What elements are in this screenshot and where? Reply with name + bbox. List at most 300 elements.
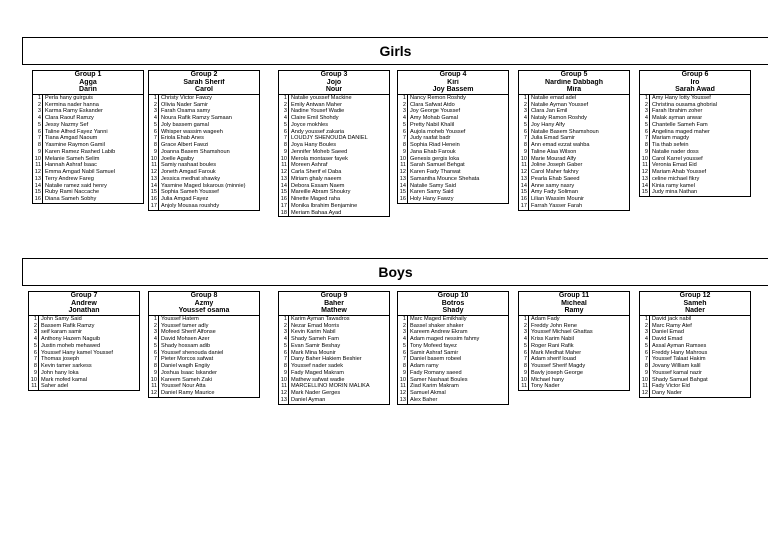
member-name: John Samy Said (41, 315, 82, 322)
member-row (149, 95, 259, 102)
member-number: 6 (640, 350, 650, 357)
member-row (640, 142, 750, 149)
member-number: 1 (279, 316, 289, 323)
member-list (278, 95, 390, 218)
member-number: 8 (149, 363, 159, 370)
member-number: 4 (279, 336, 289, 343)
group-name: Group 12 (679, 292, 711, 299)
member-number: 13 (280, 175, 287, 182)
member-row (29, 323, 139, 330)
member-name: Natalie emad adel (531, 94, 577, 101)
member-list (28, 316, 140, 391)
member-number: 3 (33, 108, 43, 115)
member-number: 12 (520, 169, 527, 176)
member-number: 11 (279, 383, 289, 390)
member-row (29, 363, 139, 370)
member-name: Holy Hany Fawzy (410, 196, 454, 203)
group-table (639, 291, 751, 398)
member-row (279, 383, 389, 390)
member-number: 12 (34, 169, 41, 176)
member-name: Yasmine Raymon Gamil (45, 142, 105, 149)
member-number: 10 (30, 376, 37, 383)
member-number: 2 (398, 102, 408, 109)
member-row (640, 323, 750, 330)
member-number: 9 (640, 149, 650, 156)
group-header (639, 70, 751, 95)
group-header (32, 70, 144, 95)
member-name: Julia Amgad Fayez (161, 196, 209, 203)
member-row (640, 390, 750, 397)
group-name: Group 5 (560, 71, 588, 78)
member-number: 4 (29, 336, 39, 343)
member-row (640, 189, 750, 196)
member-row (279, 210, 389, 217)
member-name: Karen Samy Said (410, 189, 454, 196)
member-name: Youssef Michael Ghattas (531, 329, 593, 336)
member-name: Joyce mokhles (291, 121, 328, 128)
member-list (32, 95, 144, 204)
member-name: Joelle Agaiby (161, 155, 194, 162)
member-row (33, 196, 143, 203)
member-row (398, 129, 508, 136)
member-row (33, 122, 143, 129)
member-row (519, 383, 629, 390)
member-row (640, 356, 750, 363)
member-number: 11 (519, 162, 529, 169)
member-number: 17 (150, 202, 157, 209)
member-name: Mofeed Sherif Alfonse (161, 329, 216, 336)
member-number: 11 (279, 162, 289, 169)
member-row (398, 316, 508, 323)
member-name: Daniel Ayman (291, 396, 326, 403)
member-number: 11 (519, 383, 529, 390)
member-row (398, 370, 508, 377)
member-name: Karen Fady Tharwat (410, 169, 461, 176)
member-number: 6 (33, 129, 43, 136)
member-name: Adam maged nessim fahmy (410, 336, 480, 343)
member-name: Jessy Nazmy Sef (45, 121, 89, 128)
member-list (397, 95, 509, 204)
member-name: Mark mofed kamal (41, 376, 88, 383)
member-number: 13 (34, 175, 41, 182)
member-row (149, 156, 259, 163)
member-name: Evan Samir Beshay (291, 342, 341, 349)
member-row (33, 183, 143, 190)
group-leader: Sarah Sherif (183, 78, 225, 86)
member-row (519, 356, 629, 363)
member-row (279, 397, 389, 404)
member-row (519, 196, 629, 203)
member-row (519, 363, 629, 370)
member-number: 1 (519, 95, 529, 102)
member-name: celine michael fikry (652, 175, 700, 182)
member-number: 8 (398, 142, 408, 149)
member-row (279, 169, 389, 176)
member-number: 5 (640, 122, 650, 129)
group-leader: Ramy (564, 307, 584, 315)
member-row (29, 343, 139, 350)
member-row (33, 169, 143, 176)
member-name: Carol Maher fakhry (531, 169, 579, 176)
member-row (519, 135, 629, 142)
group-leader: Youssef osama (178, 307, 230, 315)
member-name: Ninette Maged raha (291, 196, 341, 203)
member-name: Grace Albert Fawzi (161, 142, 209, 149)
member-name: Tony Nader (531, 383, 560, 390)
member-name: Samir Ashraf Samir (410, 349, 459, 356)
member-number: 6 (398, 350, 408, 357)
member-name: Nancy Remon Roshdy (410, 94, 466, 101)
member-row (519, 102, 629, 109)
member-number: 2 (519, 102, 529, 109)
member-name: Mark Mina Mounir (291, 349, 336, 356)
member-number: 7 (640, 135, 650, 142)
member-row (279, 356, 389, 363)
member-name: Shady hossam adib (161, 342, 211, 349)
member-number: 2 (640, 102, 650, 109)
member-row (519, 122, 629, 129)
group-header (278, 291, 390, 316)
member-name: Dany Nader (652, 390, 682, 397)
member-name: Kinia ramy kamel (652, 182, 695, 189)
member-number: 8 (149, 142, 159, 149)
member-number: 3 (279, 329, 289, 336)
member-number: 15 (34, 189, 41, 196)
member-name: Saher adel (41, 383, 69, 390)
member-number: 5 (149, 343, 159, 350)
member-name: Anne samy nasry (531, 182, 575, 189)
member-number: 2 (640, 323, 650, 330)
group-header (397, 291, 509, 316)
member-name: Anthony Hazem Naguib (41, 336, 101, 343)
member-name: Assal Ayman Ramses (652, 342, 707, 349)
member-row (398, 390, 508, 397)
member-name: Emily Antwan Maher (291, 101, 342, 108)
member-row (33, 162, 143, 169)
member-name: Tiana Amgad Naoum (45, 135, 98, 142)
member-number: 14 (280, 182, 287, 189)
member-name: Daniel Ramy Maurice (161, 390, 215, 397)
member-name: Samantha Mounce Shehata (410, 175, 480, 182)
member-row (279, 323, 389, 330)
member-list (639, 316, 751, 398)
member-row (640, 316, 750, 323)
member-name: Diana Sameh Sobhy (45, 196, 97, 203)
member-number: 10 (34, 155, 41, 162)
member-number: 9 (33, 149, 43, 156)
member-row (29, 336, 139, 343)
group-header (28, 291, 140, 316)
member-number: 9 (279, 149, 289, 156)
member-row (519, 142, 629, 149)
group-leader: Joy Bassem (432, 86, 474, 94)
member-row (279, 135, 389, 142)
member-name: Samuel Akmal (410, 390, 446, 397)
member-list (148, 95, 260, 211)
member-row (398, 169, 508, 176)
member-row (279, 350, 389, 357)
member-name: Fady Maged Makram (291, 369, 344, 376)
group-name: Group 6 (681, 71, 709, 78)
member-row (519, 156, 629, 163)
member-row (398, 323, 508, 330)
member-number: 6 (279, 350, 289, 357)
member-row (640, 149, 750, 156)
member-name: Youssef Nour Atta (161, 383, 206, 390)
member-row (640, 108, 750, 115)
member-name: John hany loka (41, 369, 79, 376)
member-number: 16 (150, 196, 157, 203)
member-number: 11 (398, 383, 408, 390)
member-number: 10 (641, 155, 648, 162)
member-row (149, 183, 259, 190)
member-list (397, 316, 509, 405)
member-number: 6 (29, 350, 39, 357)
group-table (32, 70, 144, 204)
member-name: Malak ayman anwar (652, 115, 703, 122)
member-row (149, 142, 259, 149)
member-number: 6 (519, 350, 529, 357)
member-number: 3 (398, 329, 408, 336)
member-row (149, 135, 259, 142)
member-number: 1 (398, 95, 408, 102)
member-name: Marc Maged Emikhaily (410, 315, 467, 322)
member-number: 1 (149, 316, 159, 323)
member-number: 9 (149, 370, 159, 377)
member-row (149, 162, 259, 169)
member-number: 2 (279, 102, 289, 109)
member-row (398, 156, 508, 163)
member-name: Amy Hany lotty Youssef (652, 94, 711, 101)
member-number: 5 (398, 343, 408, 350)
member-row (279, 183, 389, 190)
member-name: Alex Baher (410, 396, 438, 403)
member-name: seif karam samir (41, 329, 83, 336)
member-name: Ann emad ezzat wahba (531, 142, 590, 149)
group-leader: Botros (441, 299, 465, 307)
group-name: Group 9 (320, 292, 348, 299)
member-number: 10 (280, 376, 287, 383)
group-name: Group 7 (70, 292, 98, 299)
member-name: Youssef nader sadek (291, 363, 344, 370)
member-row (149, 102, 259, 109)
group-header (278, 70, 390, 95)
member-row (29, 377, 139, 384)
member-name: Mathew safwat wadie (291, 376, 345, 383)
member-number: 13 (150, 175, 157, 182)
member-number: 3 (640, 108, 650, 115)
boys-section-title: Boys (22, 258, 768, 286)
member-name: Marc Ramy Atef (652, 322, 692, 329)
member-row (279, 176, 389, 183)
member-number: 12 (280, 169, 287, 176)
group-leader: Mira (566, 86, 582, 94)
member-number: 17 (280, 202, 287, 209)
member-name: Clara Safwat Atdo (410, 101, 455, 108)
member-row (279, 149, 389, 156)
member-name: Adam sherif louad (531, 356, 577, 363)
member-row (279, 316, 389, 323)
member-row (640, 95, 750, 102)
member-name: Hannah Ashraf Isaac (45, 162, 97, 169)
member-name: Pretty Nabil Khalil (410, 121, 455, 128)
member-name: Thomas joseph (41, 356, 80, 363)
member-row (398, 377, 508, 384)
member-number: 11 (149, 162, 159, 169)
member-name: Joy George Youssef (410, 108, 461, 115)
member-name: Joy Hany Alfy (531, 121, 565, 128)
member-number: 6 (279, 129, 289, 136)
member-row (398, 383, 508, 390)
member-row (279, 363, 389, 370)
member-row (279, 122, 389, 129)
member-number: 3 (29, 329, 39, 336)
member-number: 3 (149, 108, 159, 115)
member-number: 5 (398, 122, 408, 129)
member-row (279, 203, 389, 210)
member-row (149, 356, 259, 363)
member-row (149, 122, 259, 129)
member-name: Andy youssef zakaria (291, 128, 345, 135)
member-name: Pieter Morcos safwat (161, 356, 214, 363)
member-number: 7 (279, 135, 289, 142)
member-name: Miriam ghaly naeem (291, 175, 342, 182)
group-table (148, 291, 260, 398)
member-row (33, 189, 143, 196)
member-name: Christina ousama ghobrial (652, 101, 717, 108)
member-row (519, 329, 629, 336)
member-list (278, 316, 390, 405)
member-row (149, 176, 259, 183)
group-leader: Jonathan (68, 307, 100, 315)
member-row (149, 377, 259, 384)
member-row (519, 377, 629, 384)
member-row (398, 343, 508, 350)
member-name: Youssef Hatem (161, 315, 199, 322)
member-row (519, 323, 629, 330)
member-name: Julia Emad Samir (531, 135, 575, 142)
member-number: 2 (33, 102, 43, 109)
member-name: Noura Rafik Ramzy Samaan (161, 115, 232, 122)
member-name: Nezar Emad Morris (291, 322, 340, 329)
member-number: 17 (520, 202, 527, 209)
member-number: 5 (519, 343, 529, 350)
member-name: Youssef Sherif Magdy (531, 363, 586, 370)
member-row (398, 329, 508, 336)
member-row (279, 377, 389, 384)
member-name: Farah Ibrahim zoher (652, 108, 703, 115)
member-number: 10 (150, 155, 157, 162)
member-name: Shady Sameh Fam (291, 336, 339, 343)
member-row (149, 336, 259, 343)
member-number: 5 (279, 343, 289, 350)
member-number: 9 (279, 370, 289, 377)
member-row (29, 329, 139, 336)
member-number: 4 (640, 336, 650, 343)
member-name: Mariam magdy (652, 135, 689, 142)
member-number: 5 (640, 343, 650, 350)
member-name: Jovany William kalil (652, 363, 701, 370)
member-row (519, 176, 629, 183)
member-name: Ziad Karim Makram (410, 383, 459, 390)
member-row (29, 383, 139, 390)
member-number: 11 (640, 162, 650, 169)
girls-section-title: Girls (22, 37, 768, 65)
member-name: Joanna Basem Shamshoun (161, 148, 230, 155)
member-name: Joya Hany Boules (291, 142, 337, 149)
member-row (279, 95, 389, 102)
member-row (149, 115, 259, 122)
member-name: Daniel wagih Engiiy (161, 363, 210, 370)
member-row (640, 329, 750, 336)
member-row (640, 377, 750, 384)
member-name: Chantelle Sameh Fam (652, 121, 708, 128)
member-name: Samiy nashaat boules (161, 162, 217, 169)
member-row (398, 336, 508, 343)
member-row (33, 108, 143, 115)
member-number: 4 (398, 115, 408, 122)
member-name: Adam Fady (531, 315, 560, 322)
member-name: Mark Medhat Maher (531, 349, 582, 356)
member-name: Nadine Yousef Wadie (291, 108, 345, 115)
member-name: Kriss Karim Nabil (531, 336, 574, 343)
member-name: Roger Rani Rafik (531, 342, 574, 349)
member-name: Natalie Basem Shamshoun (531, 128, 599, 135)
member-number: 16 (520, 196, 527, 203)
group-leader: Iro (690, 78, 700, 86)
group-leader: Nour (325, 86, 343, 94)
member-row (398, 356, 508, 363)
member-number: 2 (398, 323, 408, 330)
member-name: Clara Jan Emil (531, 108, 568, 115)
member-row (519, 183, 629, 190)
member-number: 15 (399, 189, 406, 196)
member-name: Jana Ehab Farouk (410, 148, 456, 155)
group-name: Group 10 (437, 292, 469, 299)
member-row (398, 196, 508, 203)
member-number: 15 (280, 189, 287, 196)
member-number: 14 (150, 182, 157, 189)
member-number: 1 (519, 316, 529, 323)
member-name: Judy raafat badr (410, 135, 451, 142)
member-number: 15 (150, 189, 157, 196)
group-name: Group 3 (320, 71, 348, 78)
member-name: Karim Ayman Tawadros (291, 315, 350, 322)
member-number: 4 (149, 336, 159, 343)
member-number: 16 (399, 196, 406, 203)
member-row (149, 343, 259, 350)
member-name: Nataly Ramon Roshdy (531, 115, 587, 122)
group-header (148, 70, 260, 95)
member-number: 8 (29, 363, 39, 370)
member-name: Youssef kamal nazir (652, 369, 702, 376)
member-row (149, 383, 259, 390)
member-name: Fady Romany saeed (410, 369, 462, 376)
member-number: 15 (520, 189, 527, 196)
member-number: 8 (279, 363, 289, 370)
member-row (640, 336, 750, 343)
member-number: 4 (149, 115, 159, 122)
member-number: 3 (519, 108, 529, 115)
member-number: 7 (398, 356, 408, 363)
member-name: Bavly joseph George (531, 369, 583, 376)
member-row (149, 196, 259, 203)
member-row (149, 169, 259, 176)
group-header (518, 291, 630, 316)
group-name: Group 8 (190, 292, 218, 299)
member-name: Shady Samuel Bahgat (652, 376, 708, 383)
member-number: 2 (279, 323, 289, 330)
